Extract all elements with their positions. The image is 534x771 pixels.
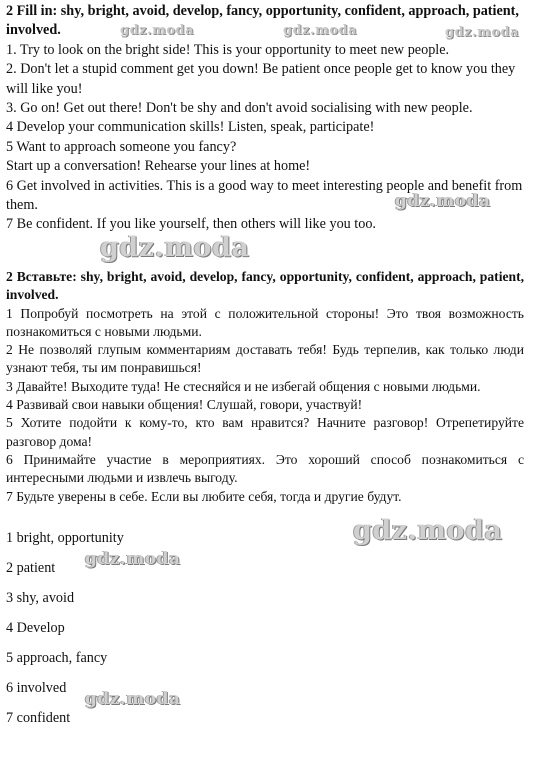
- russian-line-7: 7 Будьте уверены в себе. Если вы любите себя, тогда и другие будут.: [6, 488, 402, 504]
- answer-4: 4 Develop: [6, 620, 65, 636]
- russian-line-1: 1 Попробуй посмотреть на этой с положительной стороны! Это твоя возможность познакомиться с новыми людьми.: [6, 305, 524, 339]
- watermark: gdz.moda: [85, 689, 181, 709]
- watermark: gdz.moda: [100, 232, 250, 263]
- watermark: gdz.moda: [395, 191, 491, 211]
- watermark: gdz.moda: [445, 25, 520, 40]
- english-exercise: [6, 2, 524, 235]
- answer-3: 3 shy, avoid: [6, 590, 75, 606]
- russian-heading: 2 Вставьте: shy, bright, avoid, develop, fancy, opportunity, confident, approach, patient, involved.: [6, 269, 524, 303]
- english-line-4: 4 Develop your communication skills! Listen, speak, participate!: [6, 119, 375, 136]
- english-line-8: 7 Be confident. If you like yourself, then others will like you too.: [6, 216, 376, 233]
- russian-line-4: 4 Развивай свои навыки общения! Слушай, говори, участвуй!: [6, 397, 363, 413]
- russian-line-6: 6 Принимайте участие в мероприятиях. Это хороший способ познакомиться с интересными людьми и извлечь выгоду.: [6, 451, 524, 486]
- answer-5: 5 approach, fancy: [6, 650, 108, 666]
- watermark: gdz.moda: [353, 515, 503, 546]
- english-line-3: 3. Go on! Get out there! Don't be shy and don't avoid socialising with new people.: [6, 100, 473, 117]
- english-line-7: 6 Get involved in activities. This is a good way to meet interesting people and benefit from them.: [6, 177, 523, 214]
- watermark: gdz.moda: [283, 23, 358, 38]
- russian-line-5: 5 Хотите подойти к кому-то, кто вам нравится? Начните разговор! Отрепетируйте разговор дома!: [6, 415, 524, 449]
- answer-list: [6, 530, 524, 730]
- russian-line-3: 3 Давайте! Выходите туда! Не стесняйся и не избегай общения с новыми людьми.: [6, 378, 481, 394]
- answer-1: 1 bright, opportunity: [6, 530, 124, 546]
- english-heading: 2 Fill in: shy, bright, avoid, develop, fancy, opportunity, confident, approach, patient, involved.: [6, 3, 519, 39]
- watermark: gdz.moda: [120, 23, 195, 38]
- answer-7: 7 confident: [6, 710, 71, 726]
- english-line-2: 2. Don't let a stupid comment get you down! Be patient once people get to know you they will like you!: [6, 61, 516, 97]
- russian-line-2: 2 Не позволяй глупым комментариям доставать тебя! Будь терпелив, как только люди узнают тебя, ты им понравишься!: [6, 342, 524, 376]
- english-line-1: 1. Try to look on the bright side! This is your opportunity to meet new people.: [6, 41, 450, 58]
- answer-2: 2 patient: [6, 560, 56, 576]
- russian-exercise: [6, 268, 524, 506]
- english-line-5: 5 Want to approach someone you fancy?: [6, 138, 237, 155]
- english-line-6: Start up a conversation! Rehearse your lines at home!: [6, 158, 311, 175]
- answer-6: 6 involved: [6, 680, 67, 696]
- watermark: gdz.moda: [85, 549, 181, 569]
